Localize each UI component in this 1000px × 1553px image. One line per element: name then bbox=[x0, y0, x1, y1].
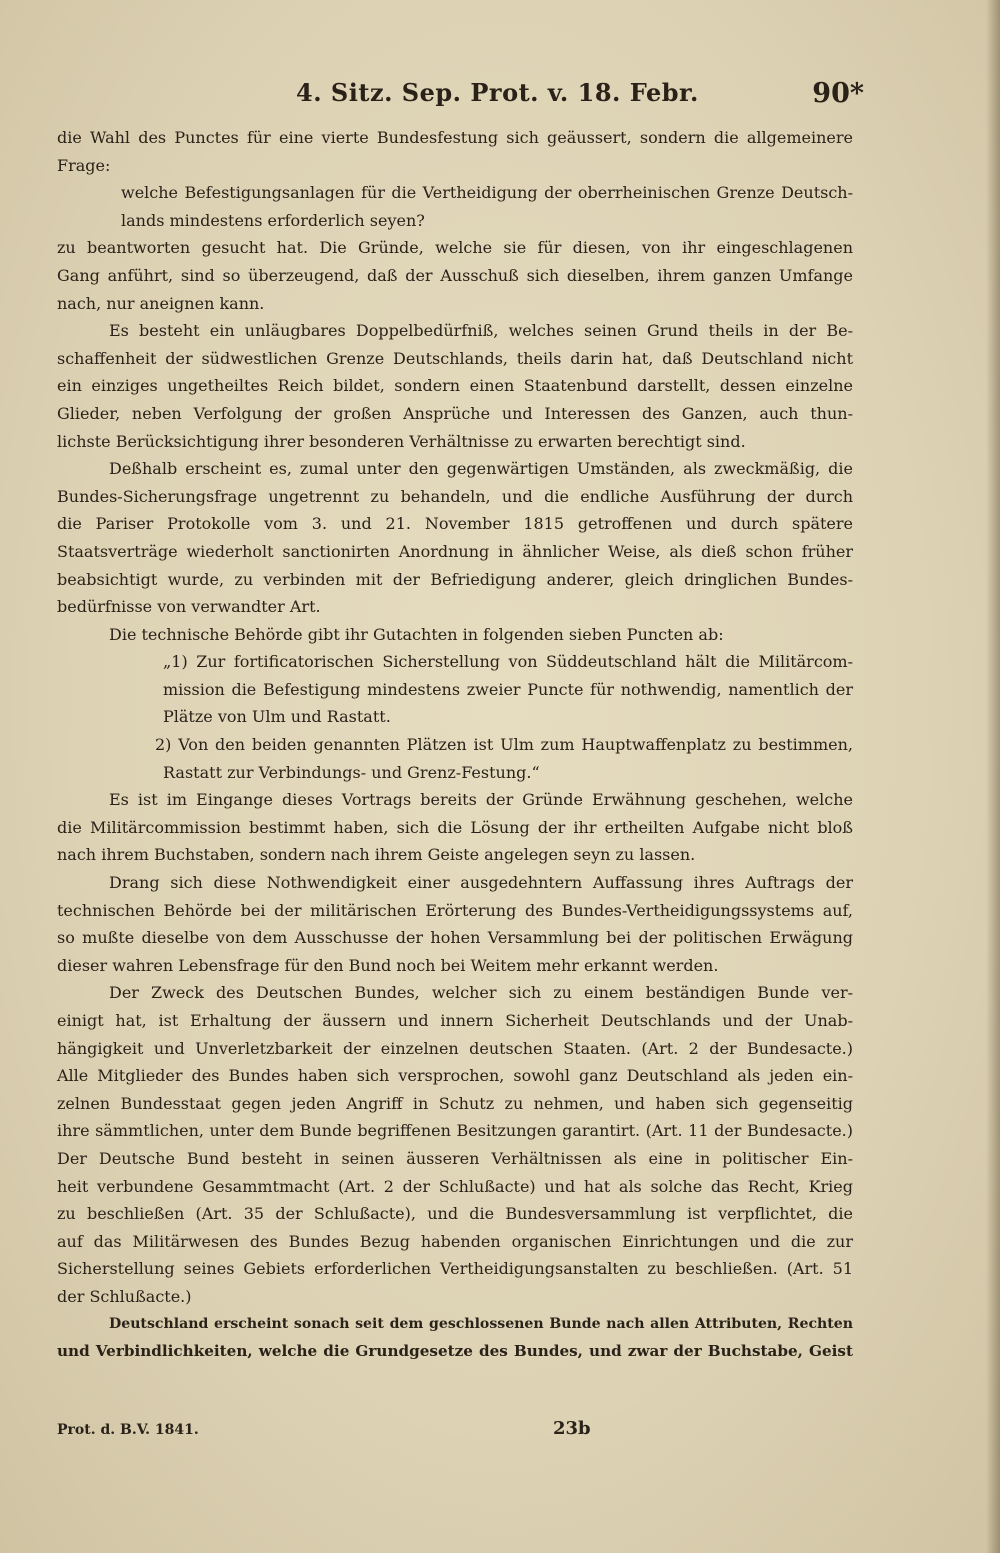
text-line: Es besteht ein unläugbares Doppelbedürfniß, welches seinen Grund theils in der Be- bbox=[109, 321, 853, 341]
quoted-point-line: Plätze von Ulm und Rastatt. bbox=[163, 707, 391, 727]
body-text bbox=[57, 124, 853, 1366]
text-line: dieser wahren Lebensfrage für den Bund noch bei Weitem mehr erkannt werden. bbox=[57, 955, 719, 975]
text-line: auf das Militärwesen des Bundes Bezug habenden organischen Einrichtungen und die zur bbox=[57, 1231, 853, 1251]
text-line: zu beantworten gesucht hat. Die Gründe, welche sie für diesen, von ihr eingeschlagenen bbox=[57, 238, 853, 258]
text-line: heit verbundene Gesammtmacht (Art. 2 der Schlußacte) und hat als solche das Recht, Krieg bbox=[57, 1176, 853, 1196]
text-line: ein einziges ungetheiltes Reich bildet, sondern einen Staatenbund darstellt, dessen einzelne bbox=[57, 376, 853, 396]
quoted-point-line: 2) Von den beiden genannten Plätzen ist Ulm zum Hauptwaffenplatz zu bestimmen, bbox=[155, 735, 853, 755]
text-line: Deutschland erscheint sonach seit dem geschlossenen Bunde nach allen Attributen, Rechten bbox=[109, 1315, 853, 1332]
text-line: beabsichtigt wurde, zu verbinden mit der Befriedigung anderer, gleich dringlichen Bundes- bbox=[57, 569, 853, 589]
quoted-point-line: „1) Zur fortificatorischen Sicherstellung von Süddeutschland hält die Militärcom- bbox=[163, 652, 853, 672]
text-line: hängigkeit und Unverletzbarkeit der einzelnen deutschen Staaten. (Art. 2 der Bundesacte.) bbox=[57, 1038, 853, 1058]
text-line: Gang anführt, sind so überzeugend, daß der Ausschuß sich dieselben, ihrem ganzen Umfange bbox=[57, 265, 853, 285]
page-number: 90* bbox=[812, 78, 864, 109]
page-header bbox=[0, 72, 1000, 112]
text-line: technischen Behörde bei der militärischen Erörterung des Bundes-Vertheidigungssystems auf, bbox=[57, 900, 853, 920]
text-line: bedürfnisse von verwandter Art. bbox=[57, 597, 321, 617]
text-line: Bundes-Sicherungsfrage ungetrennt zu behandeln, und die endliche Ausführung der durch bbox=[57, 486, 853, 506]
quoted-point-line: mission die Befestigung mindestens zweier Puncte für nothwendig, namentlich der bbox=[163, 679, 853, 699]
text-line: Deßhalb erscheint es, zumal unter den gegenwärtigen Umständen, als zweckmäßig, die bbox=[109, 459, 853, 479]
text-line: Staatsverträge wiederholt sanctionirten Anordnung in ähnlicher Weise, als dieß schon früher bbox=[57, 541, 853, 561]
text-line: Drang sich diese Nothwendigkeit einer ausgedehntern Auffassung ihres Auftrags der bbox=[109, 873, 853, 893]
text-line: die Militärcommission bestimmt haben, sich die Lösung der ihr ertheilten Aufgabe nicht bloß bbox=[57, 817, 853, 837]
text-line: ihre sämmtlichen, unter dem Bunde begriffenen Besitzungen garantirt. (Art. 11 der Bundesacte.) bbox=[57, 1121, 853, 1141]
text-line: schaffenheit der südwestlichen Grenze Deutschlands, theils darin hat, daß Deutschland nicht bbox=[57, 348, 853, 368]
question-line: welche Befestigungsanlagen für die Vertheidigung der oberrheinischen Grenze Deutsch- bbox=[121, 183, 853, 203]
text-line: Der Zweck des Deutschen Bundes, welcher sich zu einem beständigen Bunde ver- bbox=[109, 983, 853, 1003]
text-line: Alle Mitglieder des Bundes haben sich versprochen, sowohl ganz Deutschland als jeden ein- bbox=[57, 1066, 853, 1086]
text-line: Es ist im Eingange dieses Vortrags bereits der Gründe Erwähnung geschehen, welche bbox=[109, 790, 853, 810]
text-line: die Pariser Protokolle vom 3. und 21. November 1815 getroffenen und durch spätere bbox=[57, 514, 853, 534]
question-line: lands mindestens erforderlich seyen? bbox=[121, 210, 425, 230]
text-line: so mußte dieselbe von dem Ausschusse der hohen Versammlung bei der politischen Erwägung bbox=[57, 928, 853, 948]
text-line: zu beschließen (Art. 35 der Schlußacte), und die Bundesversammlung ist verpflichtet, die bbox=[57, 1204, 853, 1224]
text-line: einigt hat, ist Erhaltung der äussern und innern Sicherheit Deutschlands und der Unab- bbox=[57, 1011, 853, 1030]
page-edge-shadow bbox=[986, 0, 1000, 1553]
footer-reference: Prot. d. B.V. 1841. bbox=[57, 1422, 199, 1438]
running-head: 4. Sitz. Sep. Prot. v. 18. Febr. bbox=[296, 78, 699, 107]
text-line: Glieder, neben Verfolgung der großen Ansprüche und Interessen des Ganzen, auch thun- bbox=[57, 403, 853, 423]
page-footer bbox=[0, 1418, 1000, 1448]
signature-mark: 23b bbox=[553, 1418, 591, 1439]
text-line: nach, nur aneignen kann. bbox=[57, 293, 265, 313]
text-line: Frage: bbox=[57, 155, 111, 175]
text-line: zelnen Bundesstaat gegen jeden Angriff in Schutz zu nehmen, und haben sich gegenseitig bbox=[57, 1093, 853, 1113]
text-line: nach ihrem Buchstaben, sondern nach ihrem Geiste angelegen seyn zu lassen. bbox=[57, 845, 696, 865]
quoted-point-line: Rastatt zur Verbindungs- und Grenz-Festung.“ bbox=[163, 762, 540, 782]
text-line: und Verbindlichkeiten, welche die Grundgesetze des Bundes, und zwar der Buchstabe, Geist bbox=[57, 1342, 853, 1361]
text-line: Der Deutsche Bund besteht in seinen äusseren Verhältnissen als eine in politischer Ein- bbox=[57, 1148, 853, 1168]
text-line: lichste Berücksichtigung ihrer besonderen Verhältnisse zu erwarten berechtigt sind. bbox=[57, 431, 746, 451]
text-line: die Wahl des Punctes für eine vierte Bundesfestung sich geäussert, sondern die allgemeinere bbox=[57, 128, 853, 147]
text-line: Sicherstellung seines Gebiets erforderlichen Vertheidigungsanstalten zu beschließen. (Art. 51 bbox=[57, 1259, 853, 1279]
text-line: der Schlußacte.) bbox=[57, 1286, 192, 1306]
text-line: Die technische Behörde gibt ihr Gutachten in folgenden sieben Puncten ab: bbox=[109, 624, 724, 644]
